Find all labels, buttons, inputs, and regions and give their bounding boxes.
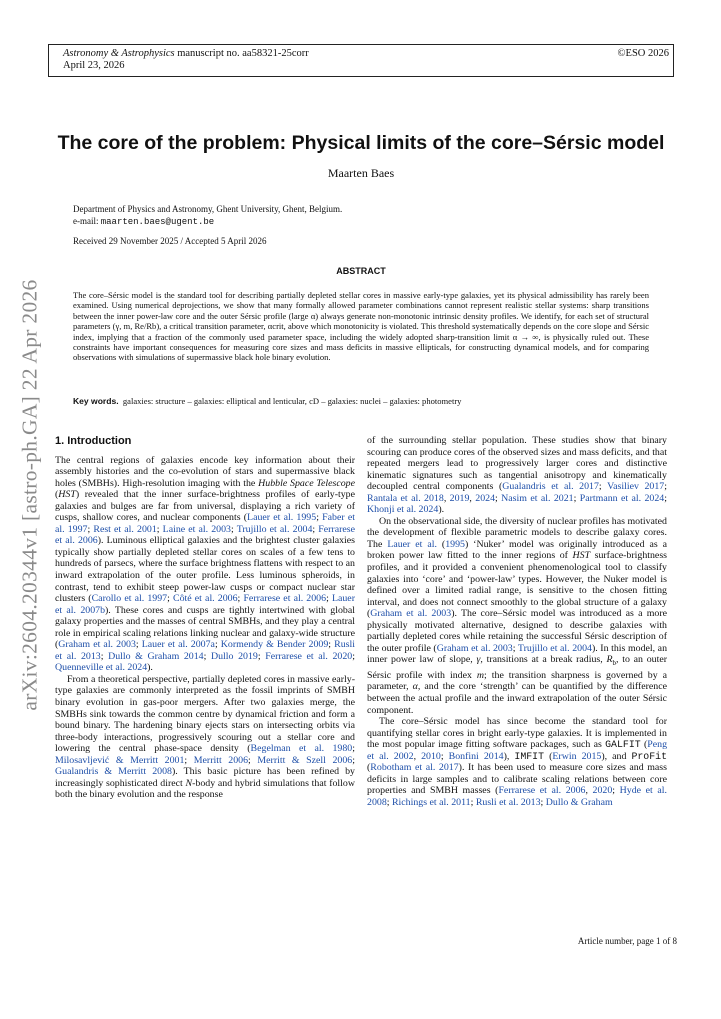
- text-run: ). In this model, an inner power law of slope,: [367, 642, 668, 666]
- citation-link[interactable]: Robotham et al. 2017: [370, 762, 459, 774]
- text-run: , transitions at a break radius,: [480, 654, 607, 666]
- left-column-body: [55, 455, 355, 801]
- text-run: ). Luminous elliptical galaxies and the brightest cluster galaxies typically show partially depleted stellar cores on scales of a few tens to hundreds of parsecs, where the surface brightness flattens with respect to an inward extrapolation of the outer profile. Less luminous spheroids, in contrast, tend to exhibit steep power-law cusps or compact nuclear star clusters (: [55, 535, 355, 605]
- citation-link[interactable]: Merritt 2006: [193, 754, 249, 766]
- citation-link[interactable]: Peng et al. 2002: [367, 739, 667, 762]
- right-column: [367, 435, 667, 808]
- text-run: ;: [470, 796, 476, 808]
- affiliation: Department of Physics and Astronomy, Ghent University, Ghent, Belgium.: [73, 204, 343, 214]
- section-heading: 1. Introduction: [55, 435, 132, 447]
- italic-text: N: [185, 777, 193, 789]
- text-run: ;: [328, 639, 335, 651]
- text-run: ;: [352, 754, 355, 766]
- citation-link[interactable]: Ferrarese et al. 2006: [55, 523, 355, 547]
- keywords: [73, 396, 649, 406]
- text-run: ;: [664, 492, 667, 504]
- citation-link[interactable]: Begelman et al. 1980: [250, 743, 353, 755]
- citation-link[interactable]: Lauer et al. 2007b: [55, 593, 355, 616]
- italic-text: Hubble Space Telescope: [258, 477, 355, 489]
- citation-link[interactable]: Partmann et al. 2024: [579, 492, 665, 504]
- citation-link[interactable]: Trujillo et al. 2004: [517, 642, 592, 654]
- citation-link[interactable]: Ferrarese et al. 2020: [265, 650, 353, 662]
- text-run: ;: [512, 642, 518, 654]
- page-footer: Article number, page 1 of 8: [577, 936, 677, 946]
- text-run: ;: [312, 523, 319, 535]
- text-run: ).: [438, 504, 445, 516]
- citation-link[interactable]: Faber et al. 1997: [55, 512, 355, 535]
- text-run: ). This basic picture has been refined by increasingly sophisticated direct: [55, 766, 355, 789]
- text-run: ;: [87, 523, 94, 535]
- citation-link[interactable]: Rantala et al. 2018: [367, 492, 444, 504]
- software-name: IMFIT: [514, 750, 545, 762]
- text-run: (: [436, 538, 446, 550]
- right-column-body: [367, 435, 667, 808]
- citation-link[interactable]: Nasim et al. 2021: [501, 492, 574, 504]
- abstract-text: The core–Sérsic model is the standard tool for describing partially depleted stellar cores in massive early-type galaxies, yet its physical admissibility has rarely been examined. Using numerical deprojections, we show that many formally allowed parameter combinations cannot represent realistic stellar systems: sharp transitions between the inner power-law core and the outer Sérsic profile (large α) always generate non-monotonic intrinsic density profiles. We identify, for each set of structural parameters (γ, m, Re/Rb), a critical transition parameter, αcrit, above which monotonicity is violated. This threshold systematically depends on the core slope and Sérsic index, implying that a fraction of the commonly used parameter space, including the widely adopted sharp-transition limit α → ∞, is physically ruled out. These constraints have important consequences for measuring core sizes and mass deficits in massive ellipticals, for constructing dynamical models, and for comparing observations with simulations of supermassive black hole binary evolution.: [73, 290, 649, 363]
- text-run: ).: [147, 662, 153, 674]
- citation-link[interactable]: Laine et al. 2003: [162, 523, 231, 535]
- text-run: ),: [503, 750, 515, 762]
- text-run: ;: [257, 650, 266, 662]
- affiliation-block: [73, 204, 342, 228]
- citation-link[interactable]: 1995: [445, 538, 465, 550]
- author-name: Maarten Baes: [327, 166, 395, 180]
- text-run: ; the transition sharpness is governed by a parameter,: [367, 669, 668, 693]
- citation-link[interactable]: Ferrarese et al. 2006: [243, 593, 327, 605]
- citation-link[interactable]: Richings et al. 2011: [391, 796, 471, 808]
- text-run: ;: [352, 650, 355, 662]
- citation-link[interactable]: Rusli et al. 2013: [475, 796, 541, 808]
- text-run: ;: [100, 650, 109, 662]
- text-run: ;: [316, 512, 323, 524]
- citation-link[interactable]: Gualandris & Merritt 2008: [55, 766, 172, 778]
- text-run: ;: [598, 481, 608, 493]
- text-run: ,: [413, 750, 422, 762]
- citation-link[interactable]: 2010: [421, 750, 441, 762]
- paper-title: The core of the problem: Physical limits of the core–Sérsic model: [57, 132, 665, 154]
- citation-link[interactable]: 2024: [475, 492, 496, 504]
- text-run: ;: [167, 593, 173, 605]
- italic-text: R: [606, 654, 613, 666]
- citation-link[interactable]: Lauer et al. 1995: [247, 512, 317, 524]
- citation-link[interactable]: Lauer et al.: [387, 538, 437, 550]
- text-run: ;: [326, 593, 332, 605]
- text-run: ;: [214, 639, 221, 651]
- citation-link[interactable]: Graham et al. 2003: [436, 642, 513, 654]
- left-column: [55, 436, 355, 801]
- text-run: ;: [495, 492, 502, 504]
- text-run: (: [640, 739, 648, 751]
- email-address[interactable]: maarten.baes@ugent.be: [100, 216, 215, 227]
- running-header: [63, 48, 309, 72]
- copyright-notice: ©ESO 2026: [617, 48, 669, 59]
- text-run: ) revealed that the inner surface-brightness profiles of early-type galaxies and bulges are far from universal, displaying a rich variety of cusps, shallow cores, and nuclear components (: [55, 489, 355, 524]
- text-run: ;: [352, 743, 355, 755]
- citation-link[interactable]: 2020: [592, 785, 613, 797]
- text-run: ;: [386, 796, 392, 808]
- subscript: b: [612, 659, 617, 668]
- citation-link[interactable]: Rest et al. 2001: [93, 523, 157, 535]
- italic-text: γ: [476, 654, 481, 666]
- journal-name: Astronomy & Astrophysics: [63, 48, 175, 59]
- text-run: ). It has been used to measure core sizes and mass deficits in large samples and to calibrate scaling relations between core properties and SMBH masses (: [367, 762, 667, 797]
- text-run: surface-brightness profiles, and it provided a convenient phenomenological tool to classify galaxies into ‘core’ and ‘power-law’ types. However, the Nuker model is defined over a limited radial range, is sensitive to the chosen fitting interval, and does not connect smoothly to the global structure of a galaxy (: [367, 550, 668, 620]
- text-run: ), and: [601, 750, 632, 762]
- manuscript-id: manuscript no. aa58321-25corr: [177, 48, 309, 59]
- text-run: , and the core ‘strength’ can be quantified by the difference between the actual profile and the inward extrapolation of the outer Sérsic component.: [367, 681, 667, 716]
- citation-link[interactable]: Erwin 2015: [552, 750, 602, 762]
- text-run: ). These cores and cusps are tightly intertwined with global galaxy properties and the masses of central SMBHs, and they play a central role in empirical scaling relations linking nuclear and galaxy-wide structure (: [55, 604, 355, 651]
- citation-link[interactable]: Carollo et al. 1997: [91, 593, 168, 605]
- citation-link[interactable]: Dullo 2019: [210, 650, 258, 662]
- citation-link[interactable]: Gualandris et al. 2017: [502, 481, 599, 493]
- keywords-list: galaxies: structure – galaxies: elliptical and lenticular, cD – galaxies: nuclei – galaxies: photometry: [122, 396, 462, 406]
- arxiv-stamp: [10, 262, 50, 728]
- citation-link[interactable]: Dullo & Graham 2014: [108, 650, 204, 662]
- arxiv-stamp-text: arXiv:2604.20344v1 [astro-ph.GA] 22 Apr 2026: [17, 279, 42, 711]
- text-run: ;: [231, 523, 237, 535]
- text-run: ,: [585, 785, 593, 797]
- text-run: (: [544, 750, 553, 762]
- text-run: ;: [612, 785, 620, 797]
- paragraph: [367, 516, 667, 716]
- text-run: On the observational side, the diversity of nuclear profiles has motivated the development of flexible parametric models to describe galaxy cores. The: [367, 515, 667, 550]
- received-dates: Received 29 November 2025 / Accepted 5 April 2026: [73, 236, 267, 246]
- abstract-heading: ABSTRACT: [336, 266, 386, 276]
- text-run: ;: [156, 523, 163, 535]
- text-run: ;: [184, 754, 194, 766]
- italic-text: α: [412, 681, 418, 693]
- text-run: -body and hybrid simulations that follow both the binary evolution and the response: [55, 777, 355, 801]
- text-run: ;: [203, 650, 211, 662]
- italic-text: HST: [572, 550, 591, 562]
- citation-link[interactable]: Dullo & Graham: [545, 796, 613, 808]
- citation-link[interactable]: Khonji et al. 2024: [367, 504, 439, 516]
- citation-link[interactable]: Hyde et al. 2008: [367, 785, 667, 808]
- email-label: e-mail:: [73, 215, 99, 226]
- text-run: ;: [440, 750, 449, 762]
- text-run: ;: [237, 593, 244, 605]
- software-name: GALFIT: [605, 739, 641, 751]
- citation-link[interactable]: Kormendy & Bender 2009: [220, 639, 329, 651]
- citation-link[interactable]: Rusli et al. 2013: [55, 639, 356, 662]
- citation-link[interactable]: 2019: [449, 492, 470, 504]
- citation-link[interactable]: Ferrarese et al. 2006: [498, 785, 586, 797]
- paragraph: [367, 716, 667, 808]
- italic-text: m: [476, 669, 485, 681]
- text-run: , to an outer Sérsic profile with index: [367, 654, 667, 681]
- text-run: (: [55, 489, 59, 501]
- citation-link[interactable]: Bonfini 2014: [448, 750, 504, 762]
- italic-text: HST: [58, 489, 76, 501]
- text-run: The core–Sérsic model has since become the standard tool for quantifying stellar cores in bright early-type galaxies. It is implemented in the most popular image fitting software packages, such as: [367, 716, 667, 751]
- citation-link[interactable]: Vasiliev 2017: [607, 481, 665, 493]
- text-run: ) ‘Nuker’ model was originally introduced as a broken power law fitted to the inner regions of: [367, 538, 667, 562]
- paragraph: [367, 435, 667, 516]
- text-run: of the surrounding stellar population. These studies show that binary scouring can produce cores of the observed sizes and mass deficits, and that repeated mergers lead to progressively larger cores and distinctive kinematic signatures such as tangential anisotropy and kinematically decoupled central components (: [367, 435, 667, 493]
- text-run: The central regions of galaxies encode key information about their assembly histories and the co-evolution of stars and supermassive black holes (SMBHs). High-resolution imaging with the: [55, 454, 355, 489]
- text-run: ,: [443, 492, 450, 504]
- paragraph: [55, 674, 355, 801]
- citation-link[interactable]: Milosavljević & Merritt 2001: [55, 754, 185, 766]
- text-run: ,: [469, 492, 476, 504]
- header-date: April 23, 2026: [63, 60, 125, 71]
- citation-link[interactable]: Côté et al. 2006: [173, 593, 238, 605]
- text-run: (: [367, 762, 371, 774]
- text-run: ;: [135, 639, 142, 651]
- citation-link[interactable]: Quenneville et al. 2024: [55, 662, 148, 674]
- text-run: ;: [540, 796, 546, 808]
- paragraph: [55, 455, 355, 674]
- keywords-label: Key words.: [73, 396, 119, 406]
- citation-link[interactable]: Merritt & Szell 2006: [257, 754, 353, 766]
- citation-link[interactable]: Graham et al. 2003: [370, 608, 452, 620]
- citation-link[interactable]: Trujillo et al. 2004: [236, 523, 313, 535]
- citation-link[interactable]: Lauer et al. 2007a: [141, 639, 215, 651]
- text-run: ). The core–Sérsic model was introduced as a more physically motivated alternative, designed to describe galaxies with partially depleted cores while retaining the successful Sérsic description of the outer profile (: [367, 608, 667, 654]
- software-name: ProFit: [631, 750, 667, 762]
- text-run: ;: [573, 492, 580, 504]
- citation-link[interactable]: Graham et al. 2003: [58, 639, 136, 651]
- text-run: ;: [664, 481, 667, 493]
- text-run: From a theoretical perspective, partially depleted cores in massive early-type galaxies are commonly interpreted as the fossil imprints of SMBH binary evolution in gas-poor mergers. After two galaxies merge, the SMBHs sink towards the common centre by dynamical friction and form a bound binary. The hardening binary ejects stars on intersecting orbits via three-body interactions, progressively scouring out a stellar core and lowering the central phase-space density (: [55, 673, 355, 755]
- text-run: ;: [248, 754, 258, 766]
